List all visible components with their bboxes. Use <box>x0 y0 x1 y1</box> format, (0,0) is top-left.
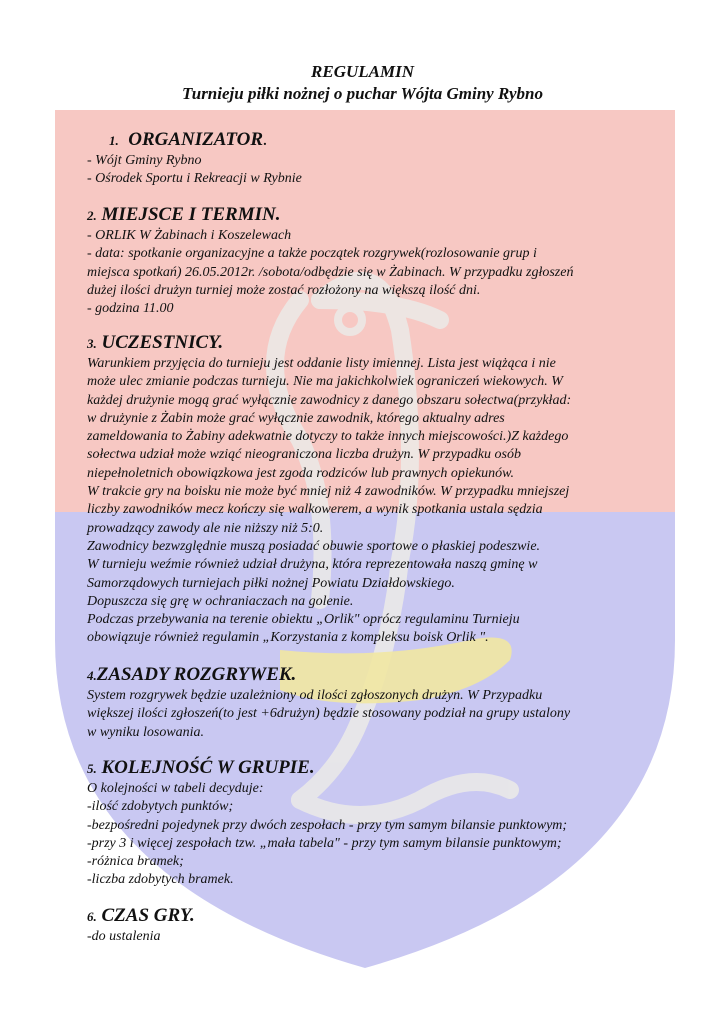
section-line: Podczas przebywania na terenie obiektu „Orlik" oprócz regulaminu Turnieju <box>87 612 520 628</box>
section-czas-gry <box>87 905 657 946</box>
section-line: liczby zawodników mecz kończy się walkowerem, a wynik spotkania ustala sędzia <box>87 502 543 518</box>
section-uczestnicy <box>87 332 657 648</box>
section-line: niepełnoletnich obowiązkowa jest zgoda rodziców lub prawnych opiekunów. <box>87 465 514 481</box>
section-line: - ORLIK W Żabinach i Koszelewach <box>87 228 292 243</box>
section-line: W turnieju weźmie również udział drużyna, która reprezentowała naszą gminę w <box>87 557 538 573</box>
section-miejsce-termin <box>87 204 657 318</box>
section-line: - Wójt Gminy Rybno <box>87 153 202 168</box>
section-line: O kolejności w tabeli decyduje: <box>87 781 264 796</box>
section-line: Dopuszcza się grę w ochraniaczach na golenie. <box>87 593 354 609</box>
section-organizator <box>87 129 657 189</box>
section-line: -bezpośredni pojedynek przy dwóch zespołach - przy tym samym bilansie punktowym; <box>87 817 568 833</box>
section-line: dużej ilości drużyn turniej może zostać rozłożony na większą ilość dni. <box>87 282 481 298</box>
section-line: w drużynie z Żabin może grać wyłącznie zawodnik, którego aktualny adres <box>87 410 505 426</box>
section-line: może ulec zmianie podczas turnieju. Nie ma jakichkolwiek ograniczeń wiekowych. W <box>87 374 563 390</box>
section-line: Samorządowych turniejach piłki nożnej Powiatu Działdowskiego. <box>87 575 455 591</box>
section-line: - godzina 11.00 <box>87 301 174 317</box>
section-heading: 2. MIEJSCE I TERMIN. <box>87 204 281 225</box>
document-title: REGULAMIN <box>311 62 414 81</box>
document-subtitle: Turnieju piłki nożnej o puchar Wójta Gminy Rybno <box>181 84 544 103</box>
section-line: System rozgrywek będzie uzależniony od ilości zgłoszonych drużyn. W Przypadku <box>87 688 543 703</box>
section-heading: 4.ZASADY ROZGRYWEK. <box>87 664 297 685</box>
section-kolejnosc-w-grupie <box>87 757 657 890</box>
section-line: obowiązuje również regulamin „Korzystania z kompleksu boisk Orlik ". <box>87 630 489 646</box>
section-line: -ilość zdobytych punktów; <box>87 799 234 815</box>
section-line: sołectwa udział może wziąć nieograniczona liczba drużyn. W przypadku osób <box>87 447 521 463</box>
section-line: Warunkiem przyjęcia do turnieju jest oddanie listy imiennej. Lista jest wiążąca i nie <box>87 356 556 371</box>
section-line: większej ilości zgłoszeń(to jest +6drużyn) będzie stosowany podział na grupy ustalony <box>87 706 571 722</box>
section-line: -liczba zdobytych bramek. <box>87 872 234 888</box>
section-line: - Ośrodek Sportu i Rekreacji w Rybnie <box>87 171 302 187</box>
section-line: -różnica bramek; <box>87 854 184 870</box>
section-line: każdej drużynie mogą grać wyłącznie zawodnicy z danego obszaru sołectwa(przykład: <box>87 392 572 408</box>
section-heading: 1. ORGANIZATOR. <box>109 129 268 150</box>
section-line: zameldowania to Żabiny adekwatnie dotyczy to także innych miejscowości.)Z każdego <box>87 429 569 445</box>
section-line: prowadzący zawody ale nie niższy niż 5:0. <box>87 520 324 536</box>
section-line: W trakcie gry na boisku nie może być mniej niż 4 zawodników. W przypadku mniejszej <box>87 484 570 500</box>
section-heading: 5. KOLEJNOŚĆ W GRUPIE. <box>87 757 315 778</box>
section-line: Zawodnicy bezwzględnie muszą posiadać obuwie sportowe o płaskiej podeszwie. <box>87 538 541 554</box>
section-zasady-rozgrywek <box>87 664 657 742</box>
section-line: - data: spotkanie organizacyjne a także początek rozgrywek(rozlosowanie grup i <box>87 246 537 262</box>
section-heading: 3. UCZESTNICY. <box>87 332 224 353</box>
section-line: -przy 3 i więcej zespołach tzw. „mała tabela" - przy tym samym bilansie punktowym; <box>87 835 562 851</box>
section-heading: 6. CZAS GRY. <box>87 905 195 926</box>
section-line: w wyniku losowania. <box>87 724 205 740</box>
section-line: miejsca spotkań) 26.05.2012r. /sobota/odbędzie się w Żabinach. W przypadku zgłoszeń <box>87 264 574 280</box>
section-line: -do ustalenia <box>87 929 161 944</box>
